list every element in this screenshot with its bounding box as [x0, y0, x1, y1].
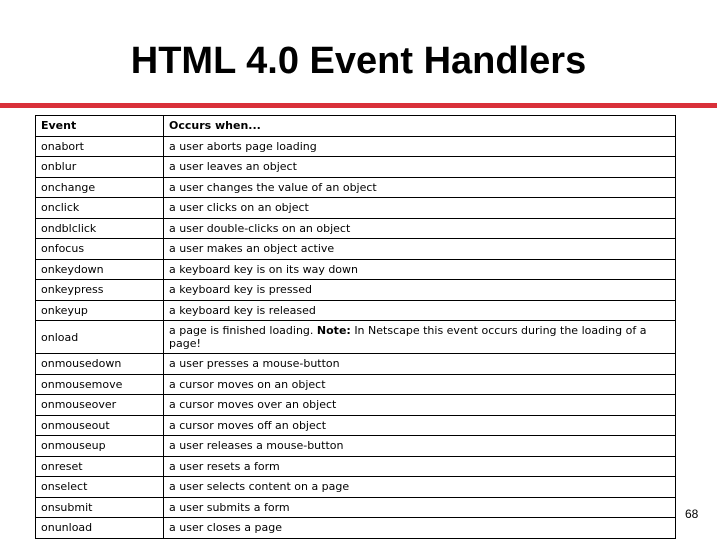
slide-title: HTML 4.0 Event Handlers — [130, 40, 587, 82]
table-row — [36, 300, 676, 321]
table-row — [36, 177, 676, 198]
table-row — [36, 321, 676, 354]
table-row — [36, 415, 676, 436]
table-row — [36, 518, 676, 539]
description-cell: a user double-clicks on an object — [164, 218, 676, 239]
event-cell: onkeyup — [36, 300, 164, 321]
event-cell: onmouseout — [36, 415, 164, 436]
description-cell: a keyboard key is released — [164, 300, 676, 321]
description-cell: a user releases a mouse-button — [164, 436, 676, 457]
table-row — [36, 456, 676, 477]
description-cell: a keyboard key is on its way down — [164, 259, 676, 280]
event-cell: onfocus — [36, 239, 164, 260]
note-label: Note: — [316, 324, 351, 337]
table-row — [36, 374, 676, 395]
event-cell: onclick — [36, 198, 164, 219]
description-cell: a user makes an object active — [164, 239, 676, 260]
table-row — [36, 259, 676, 280]
column-header-event: Event — [36, 116, 164, 137]
description-cell — [164, 321, 676, 354]
event-cell: onsubmit — [36, 497, 164, 518]
table-row — [36, 395, 676, 416]
description-cell: a cursor moves off an object — [164, 415, 676, 436]
description-cell: a user closes a page — [164, 518, 676, 539]
description-cell: a cursor moves on an object — [164, 374, 676, 395]
table-row — [36, 218, 676, 239]
table-row — [36, 157, 676, 178]
event-cell: onunload — [36, 518, 164, 539]
event-cell: onmousemove — [36, 374, 164, 395]
description-text: a page is finished loading. — [169, 324, 314, 337]
event-cell: onload — [36, 321, 164, 354]
description-cell: a user resets a form — [164, 456, 676, 477]
event-cell: onreset — [36, 456, 164, 477]
table-row — [36, 497, 676, 518]
page-number: 68 — [685, 507, 699, 521]
column-header-occurs-when: Occurs when... — [164, 116, 676, 137]
table-row — [36, 239, 676, 260]
table-row — [36, 477, 676, 498]
description-cell: a user aborts page loading — [164, 136, 676, 157]
table-row — [36, 436, 676, 457]
event-cell: onchange — [36, 177, 164, 198]
description-cell: a keyboard key is pressed — [164, 280, 676, 301]
table-row — [36, 136, 676, 157]
event-handlers-table — [35, 115, 676, 539]
event-cell: onselect — [36, 477, 164, 498]
event-cell: onmouseup — [36, 436, 164, 457]
description-cell: a user submits a form — [164, 497, 676, 518]
description-cell: a user selects content on a page — [164, 477, 676, 498]
description-cell: a user changes the value of an object — [164, 177, 676, 198]
description-cell: a cursor moves over an object — [164, 395, 676, 416]
description-cell: a user presses a mouse-button — [164, 354, 676, 375]
event-cell: onabort — [36, 136, 164, 157]
event-cell: onkeydown — [36, 259, 164, 280]
event-cell: onmouseover — [36, 395, 164, 416]
note-text: In Netscape this event occurs during the loading of a page! — [169, 324, 647, 350]
event-cell: onblur — [36, 157, 164, 178]
table-row — [36, 280, 676, 301]
description-cell: a user leaves an object — [164, 157, 676, 178]
event-cell: onmousedown — [36, 354, 164, 375]
event-cell: onkeypress — [36, 280, 164, 301]
description-cell: a user clicks on an object — [164, 198, 676, 219]
table-header-row — [36, 116, 676, 137]
table-row — [36, 198, 676, 219]
event-cell: ondblclick — [36, 218, 164, 239]
table-row — [36, 354, 676, 375]
title-divider — [0, 103, 717, 108]
